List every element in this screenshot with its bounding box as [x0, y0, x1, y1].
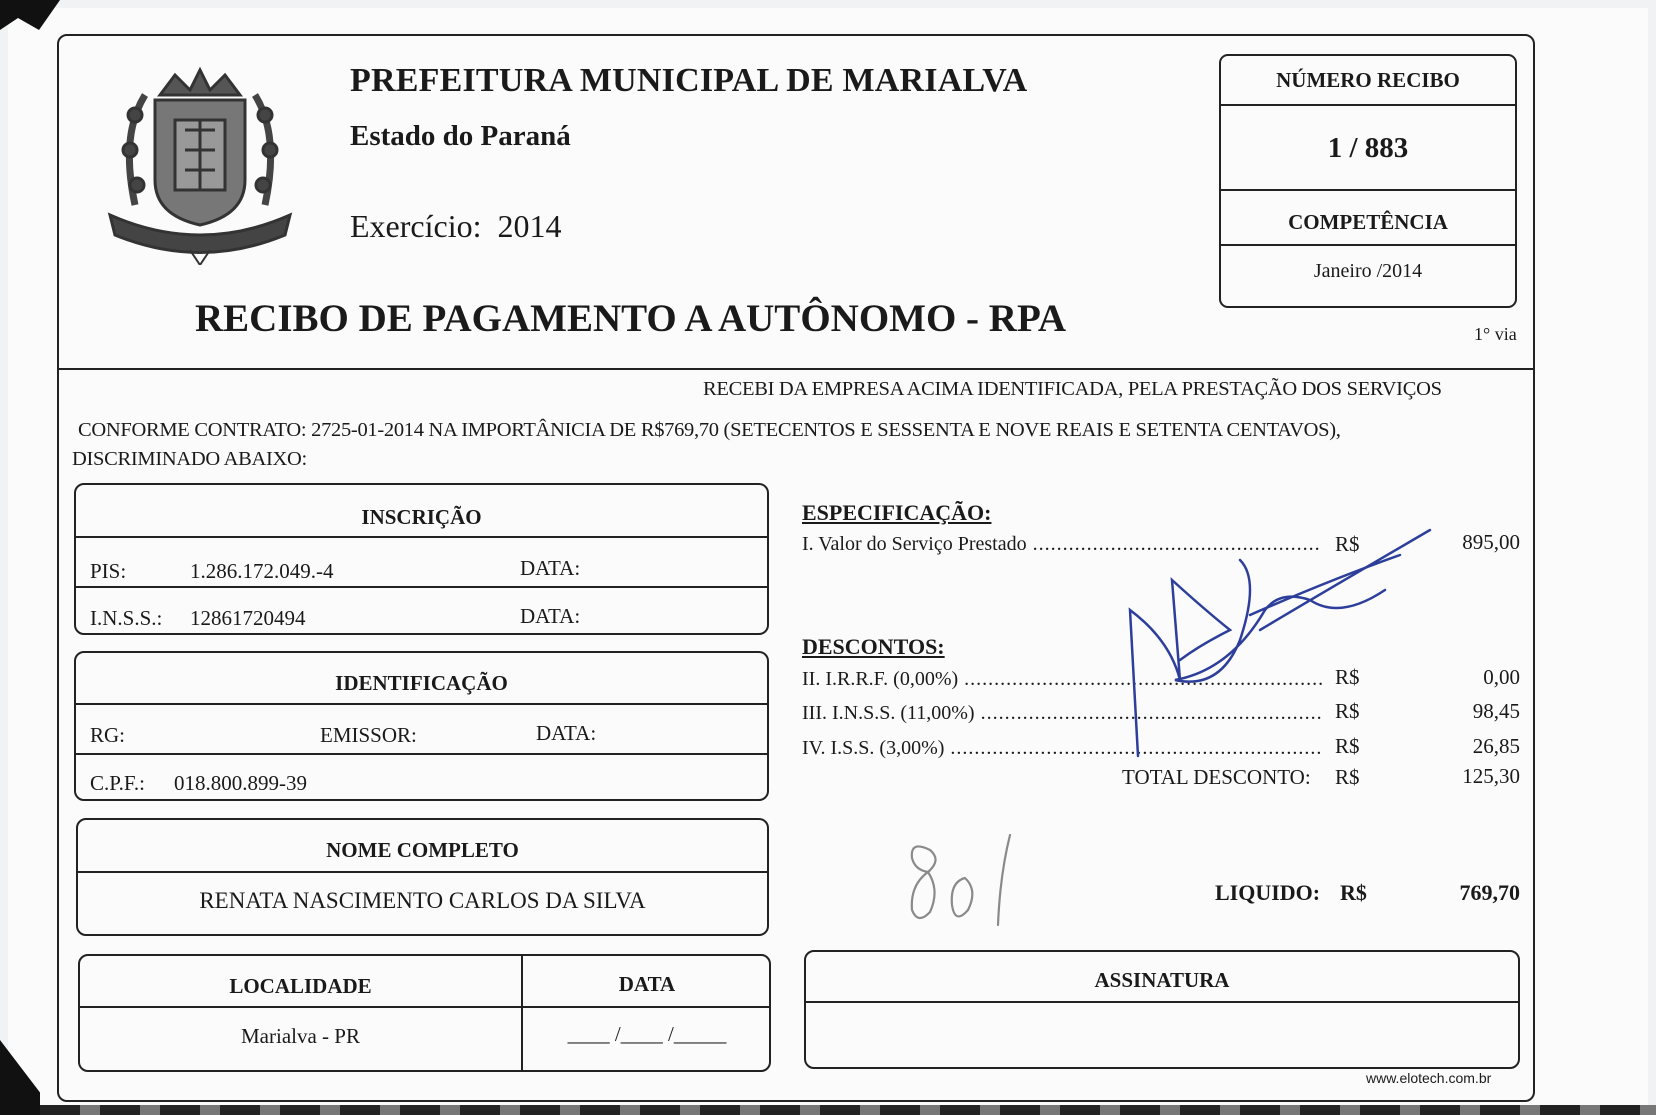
divider [78, 871, 767, 873]
inss-label: I.N.S.S.: [90, 606, 163, 630]
nome-title: NOME COMPLETO [326, 838, 519, 862]
currency: R$ [1335, 734, 1360, 758]
org-state: Estado do Paraná [350, 120, 571, 152]
rg-label: RG: [90, 723, 126, 747]
header-divider [57, 368, 1535, 370]
date-title: DATA [618, 972, 676, 996]
pis-value: 1.286.172.049.-4 [190, 559, 334, 583]
deduction-label: III. I.N.S.S. (11,00%) [802, 702, 975, 724]
municipal-crest-icon [105, 55, 295, 265]
divider [1221, 244, 1515, 246]
divider [806, 1001, 1518, 1003]
footer-website: www.elotech.com.br [1366, 1070, 1492, 1086]
statement-line-3: DISCRIMINADO ABAIXO: [72, 448, 307, 470]
document-title: RECIBO DE PAGAMENTO A AUTÔNOMO - RPA [195, 297, 1067, 340]
localidade-title: LOCALIDADE [229, 974, 372, 998]
divider [76, 703, 767, 705]
descontos-title: DESCONTOS: [802, 634, 945, 659]
copy-label: 1° via [1474, 324, 1517, 344]
divider [1221, 189, 1515, 191]
id-date-label: DATA: [536, 721, 597, 745]
service-label: I. Valor do Serviço Prestado [802, 533, 1027, 555]
nome-box [76, 818, 769, 936]
assinatura-title: ASSINATURA [1094, 968, 1230, 992]
exercise-label: Exercício: [350, 208, 482, 244]
cpf-value: 018.800.899-39 [174, 771, 307, 795]
deduction-label: IV. I.S.S. (3,00%) [802, 737, 945, 759]
total-discount-value: 125,30 [1462, 764, 1520, 788]
pis-label: PIS: [90, 559, 127, 583]
inscricao-box [74, 483, 769, 635]
currency: R$ [1335, 699, 1360, 723]
handwritten-note [900, 830, 1030, 930]
divider [76, 586, 767, 588]
divider [1221, 104, 1515, 106]
receipt-number-box [1219, 54, 1517, 308]
service-value: 895,00 [1462, 530, 1520, 554]
deduction-value: 26,85 [1472, 734, 1520, 758]
deduction-value: 0,00 [1483, 665, 1520, 689]
currency: R$ [1335, 665, 1360, 689]
divider [76, 753, 767, 755]
inss-value: 12861720494 [190, 606, 306, 630]
receipt-number-label: NÚMERO RECIBO [1276, 68, 1460, 92]
deduction-label: II. I.R.R.F. (0,00%) [802, 668, 959, 690]
full-name: RENATA NASCIMENTO CARLOS DA SILVA [199, 888, 646, 913]
exercise-year: 2014 [497, 208, 562, 244]
net-label: LIQUIDO: [1215, 880, 1321, 905]
inss-date-label: DATA: [520, 604, 581, 628]
assinatura-box [804, 950, 1520, 1069]
scan-artifact [40, 1105, 1656, 1115]
exercise [350, 208, 561, 245]
handwritten-signature [1110, 520, 1440, 760]
identificacao-box [74, 651, 769, 801]
statement-line-1: RECEBI DA EMPRESA ACIMA IDENTIFICADA, PELA PRESTAÇÃO DOS SERVIÇOS [703, 378, 1442, 400]
deduction-value: 98,45 [1472, 699, 1520, 723]
inscricao-title: INSCRIÇÃO [361, 505, 482, 529]
emissor-label: EMISSOR: [320, 723, 417, 747]
divider [76, 536, 767, 538]
divider [80, 1006, 769, 1008]
currency: R$ [1335, 532, 1360, 556]
pis-date-label: DATA: [520, 556, 581, 580]
date-value: ____ /____ /_____ [567, 1022, 727, 1046]
period-value: Janeiro /2014 [1313, 260, 1423, 282]
localidade-box [78, 954, 771, 1072]
currency: R$ [1335, 765, 1360, 789]
localidade-value: Marialva - PR [241, 1024, 360, 1048]
especificacao-title: ESPECIFICAÇÃO: [802, 500, 992, 525]
total-discount-label: TOTAL DESCONTO: [1122, 765, 1311, 789]
cpf-label: C.P.F.: [90, 771, 145, 795]
receipt-number: 1 / 883 [1327, 132, 1409, 164]
net-value: 769,70 [1459, 880, 1520, 905]
org-name: PREFEITURA MUNICIPAL DE MARIALVA [350, 62, 1028, 99]
statement-line-2: CONFORME CONTRATO: 2725-01-2014 NA IMPORTÂNICIA DE R$769,70 (SETECENTOS E SESSENTA E NOVE REAIS E SETENTA CENTAVOS), [78, 419, 1341, 441]
currency: R$ [1340, 880, 1367, 905]
identificacao-title: IDENTIFICAÇÃO [335, 671, 508, 695]
period-label: COMPETÊNCIA [1288, 210, 1448, 234]
